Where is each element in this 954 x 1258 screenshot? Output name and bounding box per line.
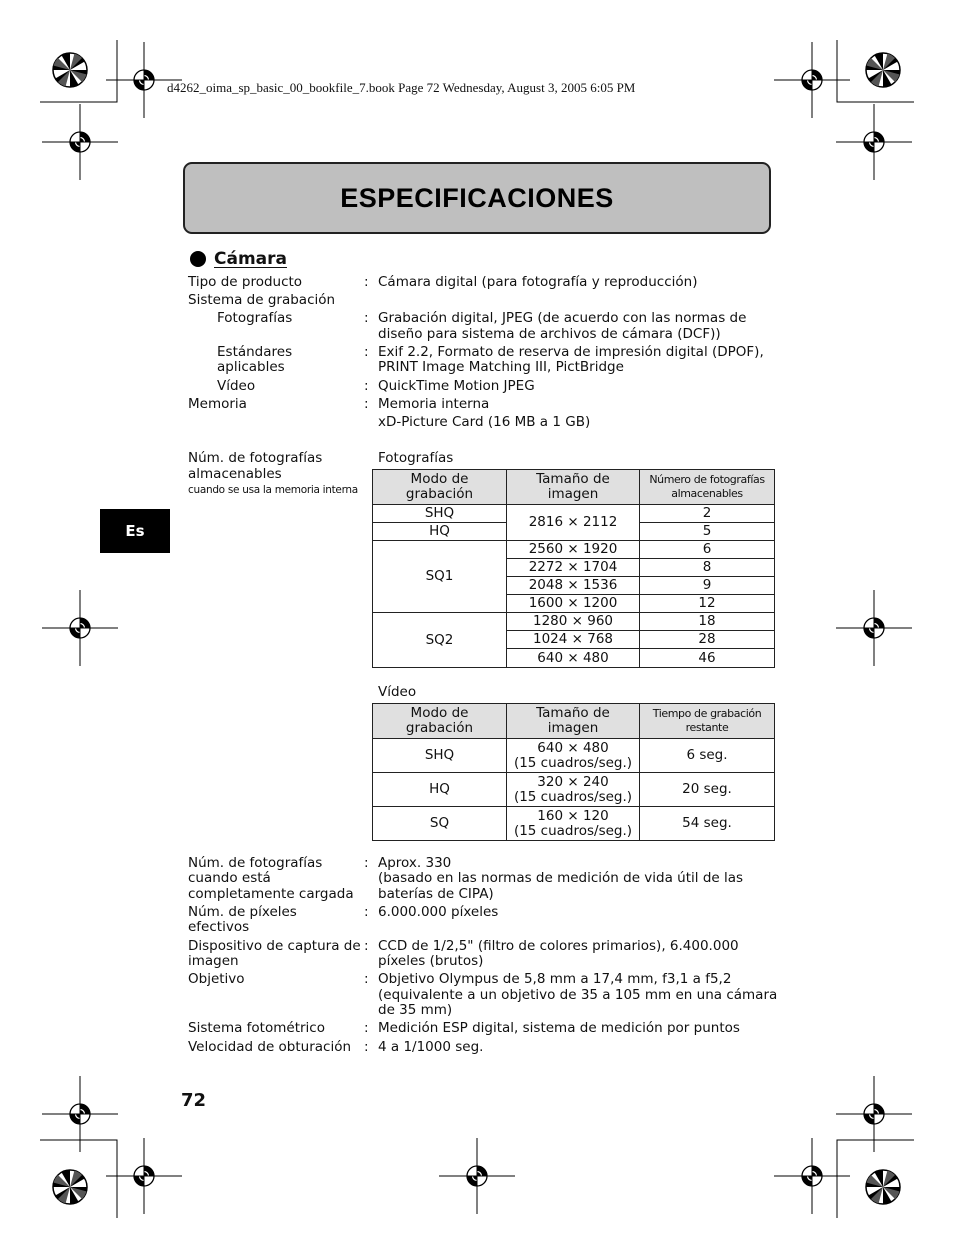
spec-value: de 35 mm) <box>378 1002 453 1018</box>
color-bar-wheel-icon <box>866 1170 900 1204</box>
spec-label: Sistema de grabación <box>188 292 336 308</box>
table-header: Tamaño de imagen <box>507 704 640 739</box>
spec-label: cuando está <box>188 870 271 886</box>
table-cell: 640 × 480 <box>507 649 640 668</box>
color-bar-wheel-icon <box>53 1170 87 1204</box>
spec-value: Cámara digital (para fotografía y reproducción) <box>378 274 698 290</box>
table-header: Tiempo de grabación restante <box>640 704 775 739</box>
table-row <box>373 739 775 773</box>
table-cell: SHQ <box>373 505 507 523</box>
table-cell: SHQ <box>373 739 507 773</box>
spec-label: aplicables <box>217 359 285 375</box>
registration-crosshair-icon <box>836 1076 912 1152</box>
table-cell: 1280 × 960 <box>507 613 640 631</box>
spec-value: Memoria interna <box>378 396 490 412</box>
table-cell: SQ <box>373 807 507 841</box>
page-title-banner <box>183 162 771 234</box>
spec-label: Vídeo <box>217 378 256 394</box>
spec-label: Núm. de fotografías <box>188 450 323 466</box>
table-cell: 54 seg. <box>640 807 775 841</box>
table-cell <box>507 773 640 807</box>
table-cell: 8 <box>640 559 775 577</box>
spec-value: Objetivo Olympus de 5,8 mm a 17,4 mm, f3,1 a f5,2 <box>378 971 732 987</box>
spec-label: Sistema fotométrico <box>188 1020 325 1036</box>
video-size: 160 × 120 <box>537 807 609 824</box>
photo-capacity-table <box>372 469 775 668</box>
spec-label: Dispositivo de captura de <box>188 938 361 954</box>
table-cell: HQ <box>373 773 507 807</box>
table-cell: 46 <box>640 649 775 668</box>
spec-value: diseño para sistema de archivos de cámara (DCF)) <box>378 326 721 342</box>
table-row <box>373 613 775 631</box>
video-size: 640 × 480 <box>537 739 609 756</box>
spec-value: 6.000.000 píxeles <box>378 904 499 920</box>
spec-value: píxeles (brutos) <box>378 953 484 969</box>
separator: : <box>364 971 369 987</box>
registration-crosshair-icon <box>42 1076 118 1152</box>
registration-crosshair-icon <box>774 42 850 118</box>
table-caption-photos: Fotografías <box>378 450 454 466</box>
table-cell: 2816 × 2112 <box>507 505 640 541</box>
video-frame-rate: (15 cuadros/seg.) <box>513 788 633 805</box>
table-cell: 28 <box>640 631 775 649</box>
spec-label: Tipo de producto <box>188 274 303 290</box>
spec-label: Núm. de fotografías <box>188 855 323 871</box>
spec-value: Grabación digital, JPEG (de acuerdo con las normas de <box>378 310 747 326</box>
table-row <box>373 807 775 841</box>
video-frame-rate: (15 cuadros/seg.) <box>513 822 633 839</box>
spec-value: (basado en las normas de medición de vida útil de las <box>378 870 744 886</box>
spec-value: 4 a 1/1000 seg. <box>378 1039 484 1055</box>
spec-label: Estándares <box>217 344 293 360</box>
table-cell: 2560 × 1920 <box>507 541 640 559</box>
language-tab: Es <box>100 509 170 553</box>
registration-crosshair-icon <box>439 1138 515 1214</box>
spec-value: Exif 2.2, Formato de reserva de impresión digital (DPOF), <box>378 344 764 360</box>
separator: : <box>364 378 369 394</box>
table-cell: 9 <box>640 577 775 595</box>
spec-value: Aprox. 330 <box>378 855 452 871</box>
registration-crosshair-icon <box>42 104 118 180</box>
page-number: 72 <box>181 1090 207 1111</box>
table-caption-video: Vídeo <box>378 684 417 700</box>
table-cell: 1024 × 768 <box>507 631 640 649</box>
spec-label: imagen <box>188 953 239 969</box>
separator: : <box>364 1020 369 1036</box>
video-frame-rate: (15 cuadros/seg.) <box>513 754 633 771</box>
section-title: Cámara <box>214 249 287 269</box>
table-cell: 6 seg. <box>640 739 775 773</box>
spec-label: efectivos <box>188 919 250 935</box>
spec-label: almacenables <box>188 466 282 482</box>
separator: : <box>364 904 369 920</box>
spec-label: completamente cargada <box>188 886 354 902</box>
table-cell: 5 <box>640 523 775 541</box>
table-header: Modo de grabación <box>373 470 507 505</box>
table-row <box>373 773 775 807</box>
table-cell: SQ2 <box>373 613 507 668</box>
color-bar-wheel-icon <box>53 53 87 87</box>
table-row <box>373 541 775 559</box>
separator: : <box>364 344 369 360</box>
table-header: Número de fotografías almacenables <box>640 470 775 505</box>
table-cell: 20 seg. <box>640 773 775 807</box>
table-cell <box>507 807 640 841</box>
registration-crosshair-icon <box>836 104 912 180</box>
table-cell: 18 <box>640 613 775 631</box>
spec-value: CCD de 1/2,5" (filtro de colores primarios), 6.400.000 <box>378 938 739 954</box>
spec-note: cuando se usa la memoria interna <box>188 484 358 496</box>
spec-label: Objetivo <box>188 971 245 987</box>
registration-crosshair-icon <box>836 590 912 666</box>
table-cell: 2 <box>640 505 775 523</box>
table-cell: 12 <box>640 595 775 613</box>
separator: : <box>364 855 369 871</box>
spec-label: Fotografías <box>217 310 293 326</box>
separator: : <box>364 938 369 954</box>
separator: : <box>364 274 369 290</box>
page-title: ESPECIFICACIONES <box>340 182 614 213</box>
table-cell: HQ <box>373 523 507 541</box>
spec-value: (equivalente a un objetivo de 35 a 105 mm en una cámara <box>378 987 778 1003</box>
registration-crosshair-icon <box>774 1138 850 1214</box>
separator: : <box>364 1039 369 1055</box>
table-cell: SQ1 <box>373 541 507 613</box>
registration-crosshair-icon <box>42 590 118 666</box>
table-cell: 1600 × 1200 <box>507 595 640 613</box>
spec-value: xD-Picture Card (16 MB a 1 GB) <box>378 414 591 430</box>
spec-value: baterías de CIPA) <box>378 886 494 902</box>
spec-label: Memoria <box>188 396 247 412</box>
separator: : <box>364 396 369 412</box>
spec-label: Núm. de píxeles <box>188 904 297 920</box>
spec-value: PRINT Image Matching III, PictBridge <box>378 359 624 375</box>
table-header: Tamaño de imagen <box>507 470 640 505</box>
filled-circle-icon <box>190 251 206 267</box>
color-bar-wheel-icon <box>866 53 900 87</box>
table-cell: 2048 × 1536 <box>507 577 640 595</box>
video-recording-table <box>372 703 775 841</box>
table-cell: 2272 × 1704 <box>507 559 640 577</box>
table-row <box>373 505 775 523</box>
spec-value: QuickTime Motion JPEG <box>378 378 535 394</box>
spec-label: Velocidad de obturación <box>188 1039 352 1055</box>
video-size: 320 × 240 <box>537 773 609 790</box>
section-heading <box>190 249 287 269</box>
spec-value: Medición ESP digital, sistema de medición por puntos <box>378 1020 740 1036</box>
table-cell <box>507 739 640 773</box>
file-info-header: d4262_oima_sp_basic_00_bookfile_7.book Page 72 Wednesday, August 3, 2005 6:05 PM <box>167 80 636 95</box>
table-header: Modo de grabación <box>373 704 507 739</box>
table-cell: 6 <box>640 541 775 559</box>
separator: : <box>364 310 369 326</box>
